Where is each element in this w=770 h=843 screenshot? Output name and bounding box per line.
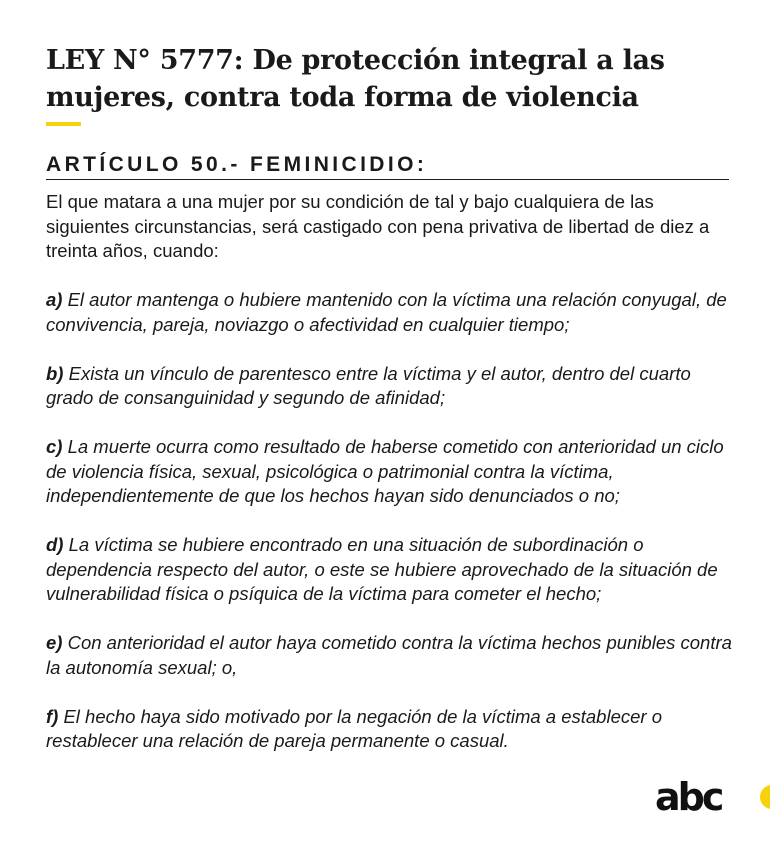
page-title xyxy=(46,42,736,116)
item-text: El hecho haya sido motivado por la negación de la víctima a establecer o restablecer una relación de pareja permanente o casual. xyxy=(46,705,662,751)
article-item-f xyxy=(46,705,736,754)
article-item-a xyxy=(46,288,736,337)
article-body xyxy=(46,190,736,778)
law-number: LEY N° 5777: xyxy=(46,45,244,76)
item-letter: a) xyxy=(46,289,63,310)
article-item-c xyxy=(46,435,736,509)
item-text: La víctima se hubiere encontrado en una situación de subordinación o dependencia respecto del autor, o este se hubiere aprovechado de la situación de vulnerabilidad física o psíquica de la víctima para cometer el hecho; xyxy=(46,534,718,604)
item-letter: b) xyxy=(46,362,64,384)
abc-logo xyxy=(655,779,770,819)
article-intro: El que matara a una mujer por su condición de tal y bajo cualquiera de las siguientes circunstancias, será castigado con pena privativa de libertad de diez a treinta años, cuando: xyxy=(46,191,710,261)
article-item-d xyxy=(46,533,736,607)
item-text: Exista un vínculo de parentesco entre la víctima y el autor, dentro del cuarto grado de consanguinidad y segundo de afinidad; xyxy=(46,362,691,408)
title-accent-bar xyxy=(46,122,81,126)
item-letter: c) xyxy=(46,436,63,457)
item-text: El autor mantenga o hubiere mantenido con la víctima una relación conyugal, de convivencia, pareja, noviazgo o afectividad en cualquier tiempo; xyxy=(46,289,727,335)
item-letter: d) xyxy=(46,534,64,555)
law-title: De protección integral a las mujeres, contra toda forma de violencia xyxy=(46,45,665,113)
article-heading: ARTÍCULO 50.- FEMINICIDIO: xyxy=(46,152,729,180)
item-text: Con anterioridad el autor haya cometido contra la víctima hechos punibles contra la autonomía sexual; o, xyxy=(46,632,732,678)
item-letter: e) xyxy=(46,632,63,653)
article-item-b xyxy=(46,362,736,411)
item-text: La muerte ocurra como resultado de haberse cometido con anterioridad un ciclo de violencia física, sexual, psicológica o patrimonial contra la víctima, independientemente de que los hechos hayan sido denunciados o no; xyxy=(46,436,724,506)
item-letter: f) xyxy=(46,705,59,727)
article-item-e xyxy=(46,631,736,680)
logo-accent-circle xyxy=(760,785,770,809)
logo-text: abc xyxy=(655,779,722,819)
